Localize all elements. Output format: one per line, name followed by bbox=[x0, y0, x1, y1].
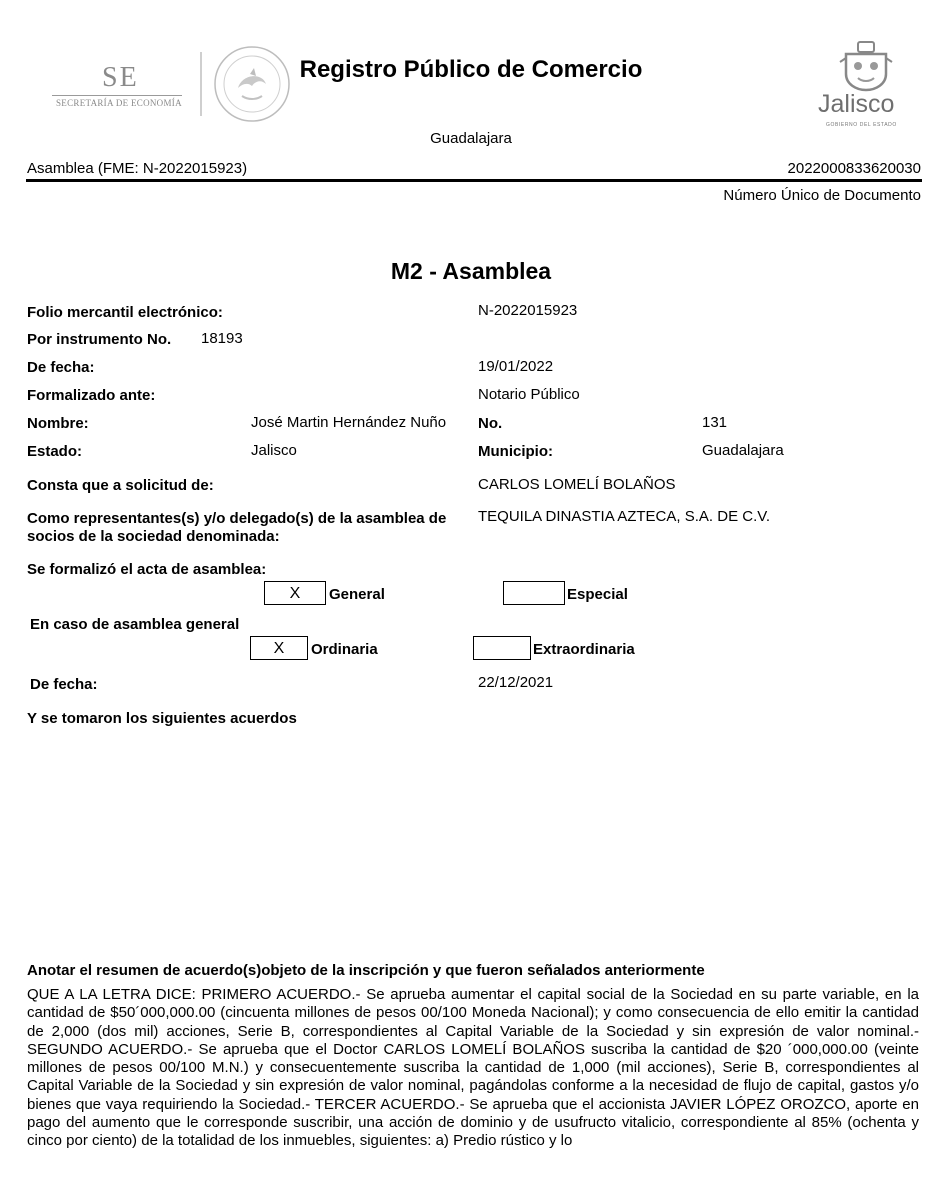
form-title: M2 - Asamblea bbox=[390, 258, 552, 284]
estado-label: Estado: bbox=[27, 443, 83, 460]
caso-label: En caso de asamblea general bbox=[30, 616, 240, 633]
no-label: No. bbox=[478, 415, 503, 432]
formalizado-value: Notario Público bbox=[478, 386, 580, 403]
representantes-label-line2: socios de la sociedad denominada: bbox=[27, 528, 280, 545]
instrumento-label: Por instrumento No. bbox=[27, 331, 172, 348]
nombre-value: José Martin Hernández Nuño bbox=[251, 414, 447, 431]
instrumento-value: 18193 bbox=[201, 330, 243, 347]
document-number-label: Número Único de Documento bbox=[723, 187, 921, 204]
solicitud-value: CARLOS LOMELÍ BOLAÑOS bbox=[478, 476, 676, 493]
ordinaria-checkbox[interactable]: X bbox=[250, 636, 308, 660]
extraordinaria-checkbox[interactable] bbox=[473, 636, 531, 660]
nombre-label: Nombre: bbox=[27, 415, 89, 432]
ordinaria-label: Ordinaria bbox=[311, 641, 378, 658]
fecha-value: 19/01/2022 bbox=[478, 358, 554, 375]
formalizado-label: Formalizado ante: bbox=[27, 387, 156, 404]
folio-label: Folio mercantil electrónico: bbox=[27, 304, 223, 321]
document-number: 2022000833620030 bbox=[787, 160, 921, 177]
folio-value: N-2022015923 bbox=[478, 302, 578, 319]
sociedad-value: TEQUILA DINASTIA AZTECA, S.A. DE C.V. bbox=[478, 508, 771, 525]
municipio-value: Guadalajara bbox=[702, 442, 784, 459]
jalisco-logo-subtitle: GOBIERNO DEL ESTADO bbox=[826, 122, 897, 128]
municipio-label: Municipio: bbox=[478, 443, 553, 460]
header-rule bbox=[26, 179, 922, 182]
representantes-label-line1: Como representantes(s) y/o delegado(s) de la asamblea de bbox=[27, 510, 447, 527]
fecha-label: De fecha: bbox=[27, 359, 95, 376]
jalisco-logo bbox=[816, 40, 916, 130]
estado-value: Jalisco bbox=[251, 442, 297, 459]
especial-checkbox[interactable] bbox=[503, 581, 565, 605]
registry-city: Guadalajara bbox=[430, 130, 512, 147]
general-label: General bbox=[329, 586, 385, 603]
especial-label: Especial bbox=[567, 586, 628, 603]
fecha2-label: De fecha: bbox=[30, 676, 98, 693]
formalizo-label: Se formalizó el acta de asamblea: bbox=[27, 561, 267, 578]
resumen-title: Anotar el resumen de acuerdo(s)objeto de la inscripción y que fueron señalados anteriormente bbox=[27, 962, 705, 979]
acuerdos-label: Y se tomaron los siguientes acuerdos bbox=[27, 710, 297, 727]
no-value: 131 bbox=[702, 414, 728, 431]
general-checkbox[interactable]: X bbox=[264, 581, 326, 605]
se-logo-subtitle: SECRETARÍA DE ECONOMÍA bbox=[56, 98, 182, 108]
solicitud-label: Consta que a solicitud de: bbox=[27, 477, 214, 494]
fecha2-value: 22/12/2021 bbox=[478, 674, 554, 691]
resumen-text: QUE A LA LETRA DICE: PRIMERO ACUERDO.- Se aprueba aumentar el capital social de la Sociedad en su parte variable, en la cantidad de $50´000,000.00 (cincuenta millones de pesos 00/100 Moneda Nacional); y como consecuencia de ello emitir la cantidad de 2,000 (dos mil) acciones, Serie B, correspondientes al Capital Variable de la Sociedad y sin expresión de valor nominal.- SEGUNDO ACUERDO.- Se aprueba que el Doctor CARLOS LOMELÍ BOLAÑOS suscriba la cantidad de $20 ´000,000.00 (veinte millones de pesos 00/100 M.N.) y consecuentemente suscriba la cantidad de 1,000 (mil acciones), Serie B, correspondientes al Capital Variable de la Sociedad y sin expresión de valor nominal, pagándolas conforme a la necesidad de flujo de capital, gastos y/o bienes que vaya requiriendo la Sociedad.- TERCER ACUERDO.- Se aprueba que el accionista JAVIER LÓPEZ OROZCO, aporte en pago del aumento que le corresponde suscribir, una acción de dominio y de usufructo vitalicio, correspondiente al 85% (ochenta y cinco por ciento) de la totalidad de los inmuebles, siguientes: a) Predio rústico y lo bbox=[27, 986, 919, 1150]
se-logo-text: SE bbox=[102, 62, 139, 93]
extraordinaria-label: Extraordinaria bbox=[533, 641, 635, 658]
header-reference: Asamblea (FME: N-2022015923) bbox=[27, 160, 248, 177]
registry-title: Registro Público de Comercio bbox=[299, 56, 643, 83]
jalisco-logo-text: Jalisco bbox=[818, 90, 895, 118]
jalisco-crest-icon bbox=[836, 40, 896, 92]
